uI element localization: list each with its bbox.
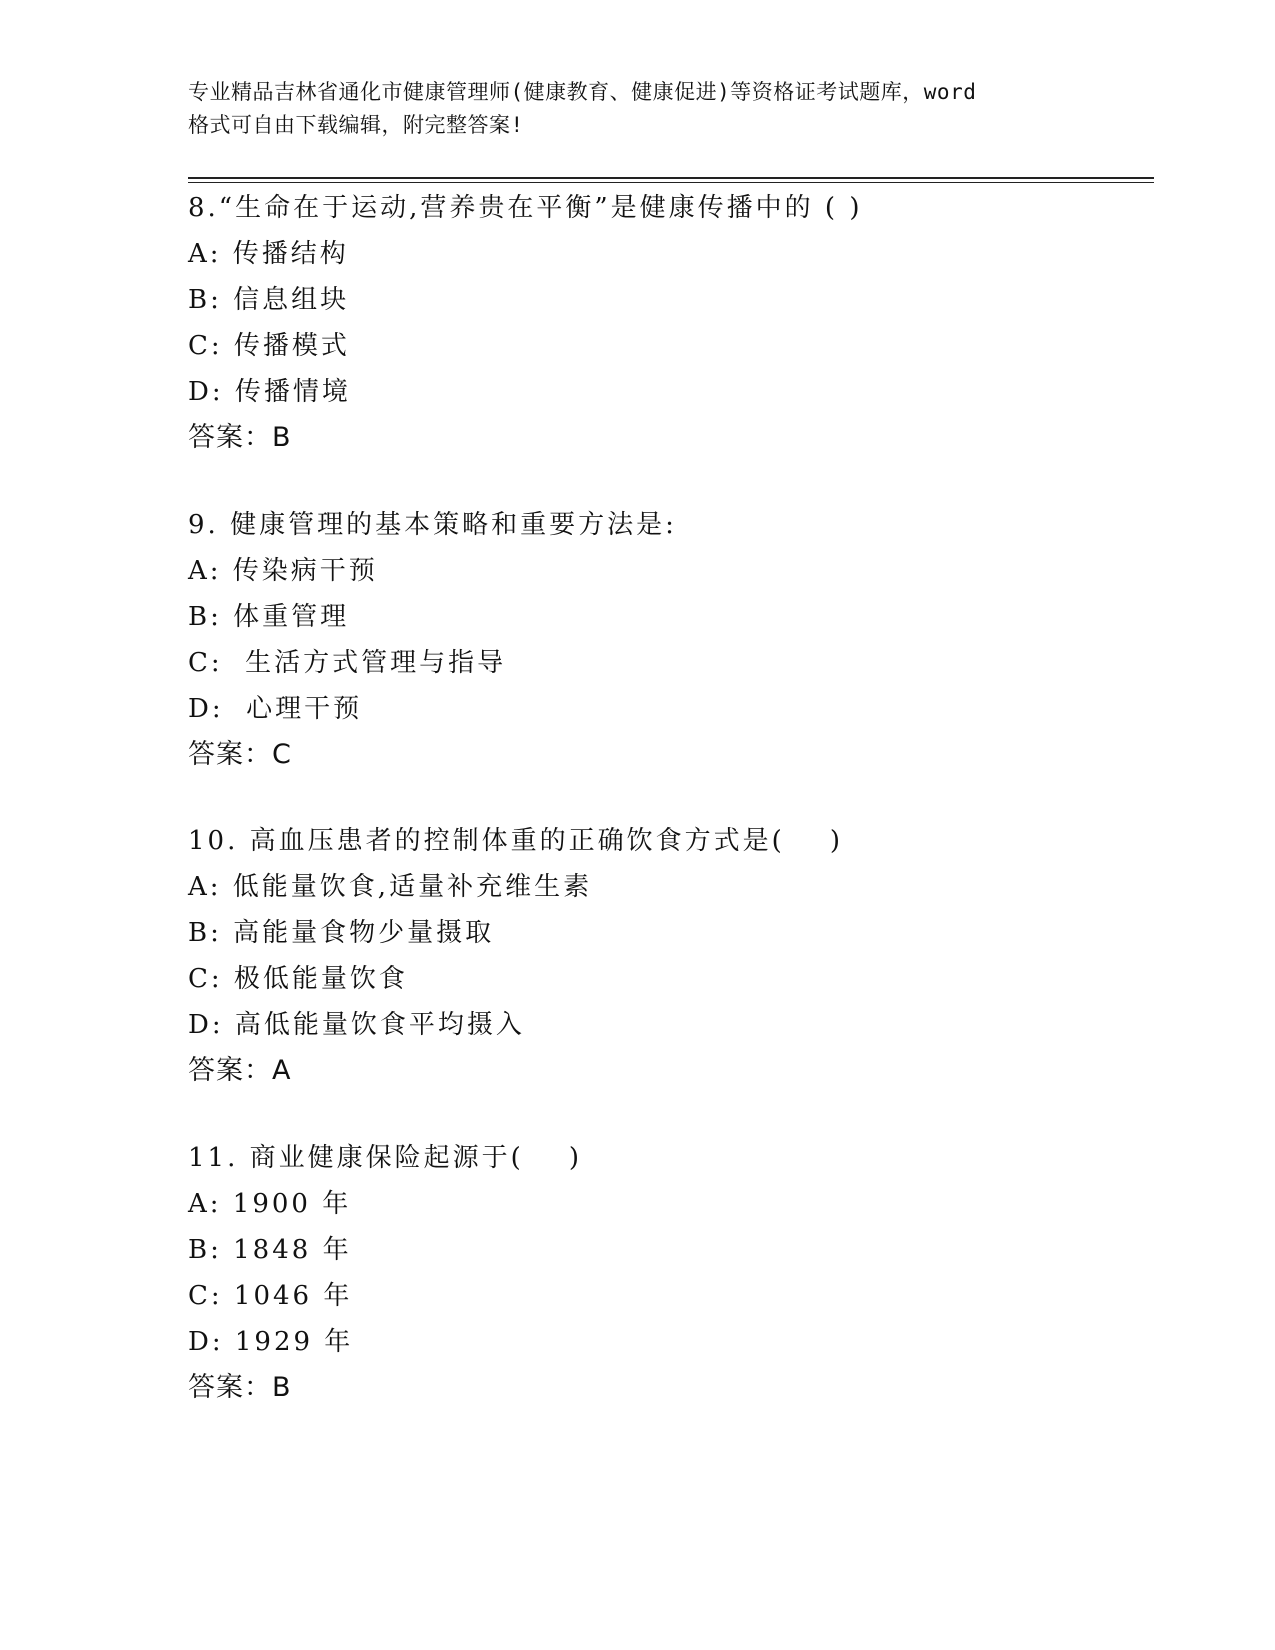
question-8 <box>188 185 1168 461</box>
question-stem: 10. 高血压患者的控制体重的正确饮食方式是( ) <box>188 826 843 856</box>
answer-label: 答案：A <box>188 1055 292 1086</box>
question-11 <box>188 1135 1168 1411</box>
option-a: A: 传染病干预 <box>188 556 378 586</box>
header-divider-thin <box>188 182 1154 183</box>
document-header <box>188 76 1088 142</box>
option-c: C: 生活方式管理与指导 <box>188 648 507 678</box>
question-10 <box>188 818 1168 1094</box>
option-b: B: 体重管理 <box>188 602 350 632</box>
header-line-1: 专业精品吉林省通化市健康管理师(健康教育、健康促进)等资格证考试题库，word <box>188 80 977 104</box>
header-divider-thick <box>188 177 1154 179</box>
option-d: D: 1929 年 <box>188 1327 354 1357</box>
header-line-2: 格式可自由下载编辑，附完整答案! <box>188 113 524 137</box>
option-c: C: 极低能量饮食 <box>188 964 408 994</box>
question-9 <box>188 502 1168 778</box>
option-d: D: 传播情境 <box>188 377 351 407</box>
option-b: B: 高能量食物少量摄取 <box>188 918 495 948</box>
answer-label: 答案：B <box>188 1372 292 1403</box>
answer-label: 答案：C <box>188 739 292 770</box>
question-stem: 11. 商业健康保险起源于( ) <box>188 1143 582 1173</box>
option-d: D: 高低能量饮食平均摄入 <box>188 1010 525 1040</box>
option-a: A: 传播结构 <box>188 239 349 269</box>
answer-label: 答案：B <box>188 422 292 453</box>
question-stem: 9. 健康管理的基本策略和重要方法是: <box>188 510 677 540</box>
question-stem: 8.“生命在于运动,营养贵在平衡”是健康传播中的 ( ) <box>188 193 863 223</box>
option-c: C: 1046 年 <box>188 1281 353 1311</box>
option-d: D: 心理干预 <box>188 694 363 724</box>
option-a: A: 低能量饮食,适量补充维生素 <box>188 872 593 902</box>
option-c: C: 传播模式 <box>188 331 350 361</box>
option-b: B: 信息组块 <box>188 285 350 315</box>
option-b: B: 1848 年 <box>188 1235 352 1265</box>
option-a: A: 1900 年 <box>188 1189 352 1219</box>
